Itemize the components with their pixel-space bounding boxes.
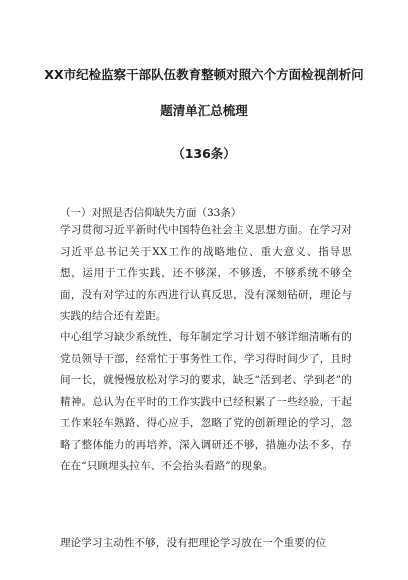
body-paragraph-2: 中心组学习缺少系统性，每年制定学习计划不够详细清晰有的党员领导干部，经常忙于事务性工作，学习得时间少了，且时间一长，就慢慢放松对学习的要求，缺乏“活到老、学到老”的精神。总认为在平时的工作实践中已经积累了一些经验，干起工作来轻车熟路、得心应手，忽略了党的创新理论的学习，忽略了整体能力的再培养，深入调研还不够，措施办法不多，存在在“只顾埋头拉车、不会抬头看路”的现象。 [60, 331, 352, 472]
document-title-line-2: 题清单汇总梳理 [160, 103, 248, 118]
document-title-line-1: XX市纪检监察干部队伍教育整顿对照六个方面检视剖析问 [44, 67, 364, 82]
body-paragraph-3: 理论学习主动性不够，没有把理论学习放在一个重要的位 [60, 537, 327, 549]
section-heading: （一）对照是否信仰缺失方面（33条） [60, 207, 242, 219]
document-item-count: （136条） [172, 146, 236, 161]
body-paragraph-1: 学习贯彻习近平新时代中国特色社会主义思想方面。在学习对习近平总书记关于XX工作的战略地位、重大意义、指导思想，运用于工作实践，还不够深，不够透，不够系统不够全面，没有对学过的东西进行认真反思，没有深刻钻研，理论与实践的结合还有差距。 [60, 224, 352, 322]
